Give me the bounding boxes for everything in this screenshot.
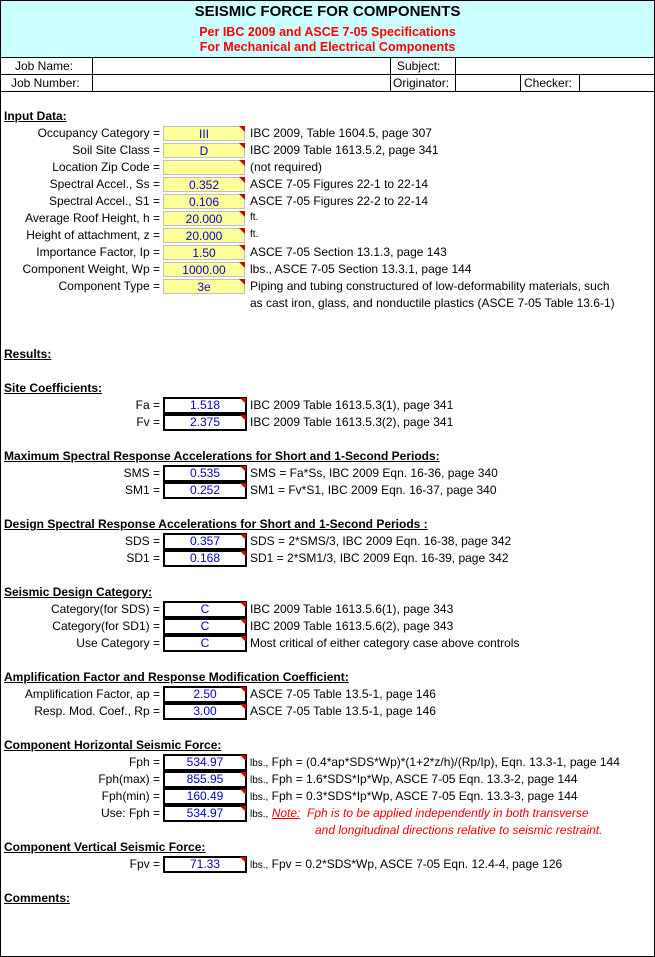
comments-heading: Comments: [4, 891, 71, 905]
fv-value: 2.375 [163, 414, 247, 431]
checker-label: Checker: [524, 76, 573, 90]
originator-field[interactable] [456, 75, 521, 91]
soil-site-class-input[interactable]: D [163, 143, 245, 158]
sm1-note: SM1 = Fv*S1, IBC 2009 Eqn. 16-37, page 340 [250, 483, 497, 497]
sm1-value: 0.252 [163, 482, 247, 499]
fa-label: Fa = [135, 398, 160, 412]
use-category-value: C [163, 635, 247, 652]
category-sd1-note: IBC 2009 Table 1613.5.6(2), page 343 [250, 619, 454, 633]
use-fph-label: Use: Fph = [100, 806, 160, 820]
fph-max-note [250, 772, 578, 788]
category-sd1-value: C [163, 618, 247, 635]
use-fph-value: 534.97 [163, 805, 247, 822]
fa-value: 1.518 [163, 397, 247, 414]
occupancy-category-input[interactable]: III [163, 126, 245, 141]
roof-height-label: Average Roof Height, h = [25, 211, 160, 225]
spectral-ss-label: Spectral Accel., Ss = [49, 177, 160, 191]
fph-note [250, 755, 620, 771]
fph-formula: Fph = (0.4*ap*SDS*Wp)*(1+2*z/h)/(Rp/Ip), Eqn. 13.3-1, page 144 [268, 755, 620, 769]
input-data-heading: Input Data: [4, 109, 67, 123]
fph-min-label: Fph(min) = [101, 789, 160, 803]
header-band [1, 1, 654, 58]
sd1-note: SD1 = 2*SM1/3, IBC 2009 Eqn. 16-39, page 342 [250, 551, 509, 565]
sds-value: 0.357 [163, 533, 247, 550]
sds-note: SDS = 2*SMS/3, IBC 2009 Eqn. 16-38, page 342 [250, 534, 512, 548]
subject-field[interactable] [456, 58, 654, 74]
job-number-field[interactable] [93, 75, 391, 91]
component-weight-label: Component Weight, Wp = [22, 262, 160, 276]
sms-value: 0.535 [163, 465, 247, 482]
spectral-ss-input[interactable]: 0.352 [163, 177, 245, 192]
fph-min-unit: lbs., [250, 792, 269, 803]
zip-code-label: Location Zip Code = [52, 160, 160, 174]
fph-label: Fph = [128, 755, 160, 769]
fph-max-formula: Fph = 1.6*SDS*Ip*Wp, ASCE 7-05 Eqn. 13.3-2, page 144 [268, 772, 578, 786]
job-number-label: Job Number: [11, 76, 80, 90]
sms-label: SMS = [123, 466, 160, 480]
results-heading: Results: [4, 347, 52, 361]
spectral-s1-label: Spectral Accel., S1 = [48, 194, 160, 208]
fph-max-label: Fph(max) = [98, 772, 160, 786]
use-category-note: Most critical of either category case above controls [250, 636, 520, 650]
component-type-note: Piping and tubing constructured of low-deformability materials, such [250, 279, 610, 293]
design-spectral-heading: Design Spectral Response Accelerations for Short and 1-Second Periods : [4, 517, 428, 531]
spectral-s1-note: ASCE 7-05 Figures 22-2 to 22-14 [250, 194, 429, 208]
fa-note: IBC 2009 Table 1613.5.3(1), page 341 [250, 398, 454, 412]
attachment-height-label: Height of attachment, z = [26, 228, 160, 242]
sdc-heading: Seismic Design Category: [4, 585, 153, 599]
max-spectral-heading: Maximum Spectral Response Accelerations for Short and 1-Second Periods: [4, 449, 440, 463]
fph-min-note [250, 789, 578, 805]
job-row-1 [1, 58, 654, 75]
ap-label: Amplification Factor, ap = [24, 687, 160, 701]
importance-factor-input[interactable]: 1.50 [163, 245, 245, 260]
rp-value: 3.00 [163, 703, 247, 720]
fph-max-value: 855.95 [163, 771, 247, 788]
zip-code-input[interactable] [163, 160, 245, 175]
note-text-2: and longitudinal directions relative to seismic restraint. [315, 823, 603, 837]
roof-height-input[interactable]: 20.000 [163, 211, 245, 226]
category-sds-value: C [163, 601, 247, 618]
checker-field[interactable] [580, 75, 654, 91]
occupancy-category-note: IBC 2009, Table 1604.5, page 307 [250, 126, 432, 140]
fph-unit: lbs., [250, 758, 269, 769]
job-row-2 [1, 75, 654, 92]
fpv-note [250, 857, 562, 873]
subject-label: Subject: [397, 59, 441, 73]
component-type-note-2: as cast iron, glass, and nonductile plastics (ASCE 7-05 Table 13.6-1) [250, 296, 615, 310]
vertical-force-heading: Component Vertical Seismic Force: [4, 840, 206, 854]
page-subtitle-specs: Per IBC 2009 and ASCE 7-05 Specifications [199, 25, 456, 39]
fph-min-formula: Fph = 0.3*SDS*Ip*Wp, ASCE 7-05 Eqn. 13.3-3, page 144 [268, 789, 578, 803]
fpv-unit: lbs., [250, 860, 269, 871]
site-coefficients-heading: Site Coefficients: [4, 381, 103, 395]
fph-min-value: 160.49 [163, 788, 247, 805]
job-name-field[interactable] [93, 58, 391, 74]
fpv-formula: Fpv = 0.2*SDS*Wp, ASCE 7-05 Eqn. 12.4-4, page 126 [268, 857, 563, 871]
category-sd1-label: Category(for SD1) = [52, 619, 160, 633]
component-weight-input[interactable]: 1000.00 [163, 262, 245, 277]
sds-label: SDS = [124, 534, 160, 548]
note-text-1: Fph is to be applied independently in both transverse [307, 806, 589, 820]
sd1-value: 0.168 [163, 550, 247, 567]
attachment-height-unit: ft. [250, 229, 259, 240]
category-sds-label: Category(for SDS) = [50, 602, 160, 616]
spectral-s1-input[interactable]: 0.106 [163, 194, 245, 209]
soil-site-class-label: Soil Site Class = [72, 143, 160, 157]
page-title: SEISMIC FORCE FOR COMPONENTS [194, 3, 461, 20]
fv-note: IBC 2009 Table 1613.5.3(2), page 341 [250, 415, 454, 429]
use-fph-unit: lbs., [250, 809, 269, 820]
horizontal-force-heading: Component Horizontal Seismic Force: [4, 738, 222, 752]
component-type-label: Component Type = [58, 279, 160, 293]
use-category-label: Use Category = [76, 636, 160, 650]
amplification-heading: Amplification Factor and Response Modification Coefficient: [4, 670, 349, 684]
category-sds-note: IBC 2009 Table 1613.5.6(1), page 343 [250, 602, 454, 616]
importance-factor-note: ASCE 7-05 Section 13.1.3, page 143 [250, 245, 447, 259]
fph-value: 534.97 [163, 754, 247, 771]
component-weight-note: lbs., ASCE 7-05 Section 13.3.1, page 144 [250, 262, 472, 276]
roof-height-unit: ft. [250, 212, 259, 223]
sm1-label: SM1 = [124, 483, 160, 497]
fpv-label: Fpv = [129, 857, 160, 871]
soil-site-class-note: IBC 2009 Table 1613.5.2, page 341 [250, 143, 439, 157]
ap-value: 2.50 [163, 686, 247, 703]
note-label: Note: [271, 806, 301, 820]
fpv-value: 71.33 [163, 856, 247, 873]
originator-label: Originator: [393, 76, 450, 90]
component-type-input[interactable]: 3e [163, 279, 245, 294]
sd1-label: SD1 = [126, 551, 160, 565]
use-fph-note [250, 806, 589, 822]
attachment-height-input[interactable]: 20.000 [163, 228, 245, 243]
ap-note: ASCE 7-05 Table 13.5-1, page 146 [250, 687, 436, 701]
zip-code-note: (not required) [250, 160, 323, 174]
fph-max-unit: lbs., [250, 775, 269, 786]
page-subtitle-components: For Mechanical and Electrical Components [199, 40, 456, 54]
importance-factor-label: Importance Factor, Ip = [36, 245, 160, 259]
sms-note: SMS = Fa*Ss, IBC 2009 Eqn. 16-36, page 340 [250, 466, 498, 480]
job-name-label: Job Name: [15, 59, 74, 73]
spectral-ss-note: ASCE 7-05 Figures 22-1 to 22-14 [250, 177, 429, 191]
rp-note: ASCE 7-05 Table 13.5-1, page 146 [250, 704, 436, 718]
rp-label: Resp. Mod. Coef., Rp = [34, 704, 160, 718]
occupancy-category-label: Occupancy Category = [37, 126, 160, 140]
fv-label: Fv = [136, 415, 160, 429]
